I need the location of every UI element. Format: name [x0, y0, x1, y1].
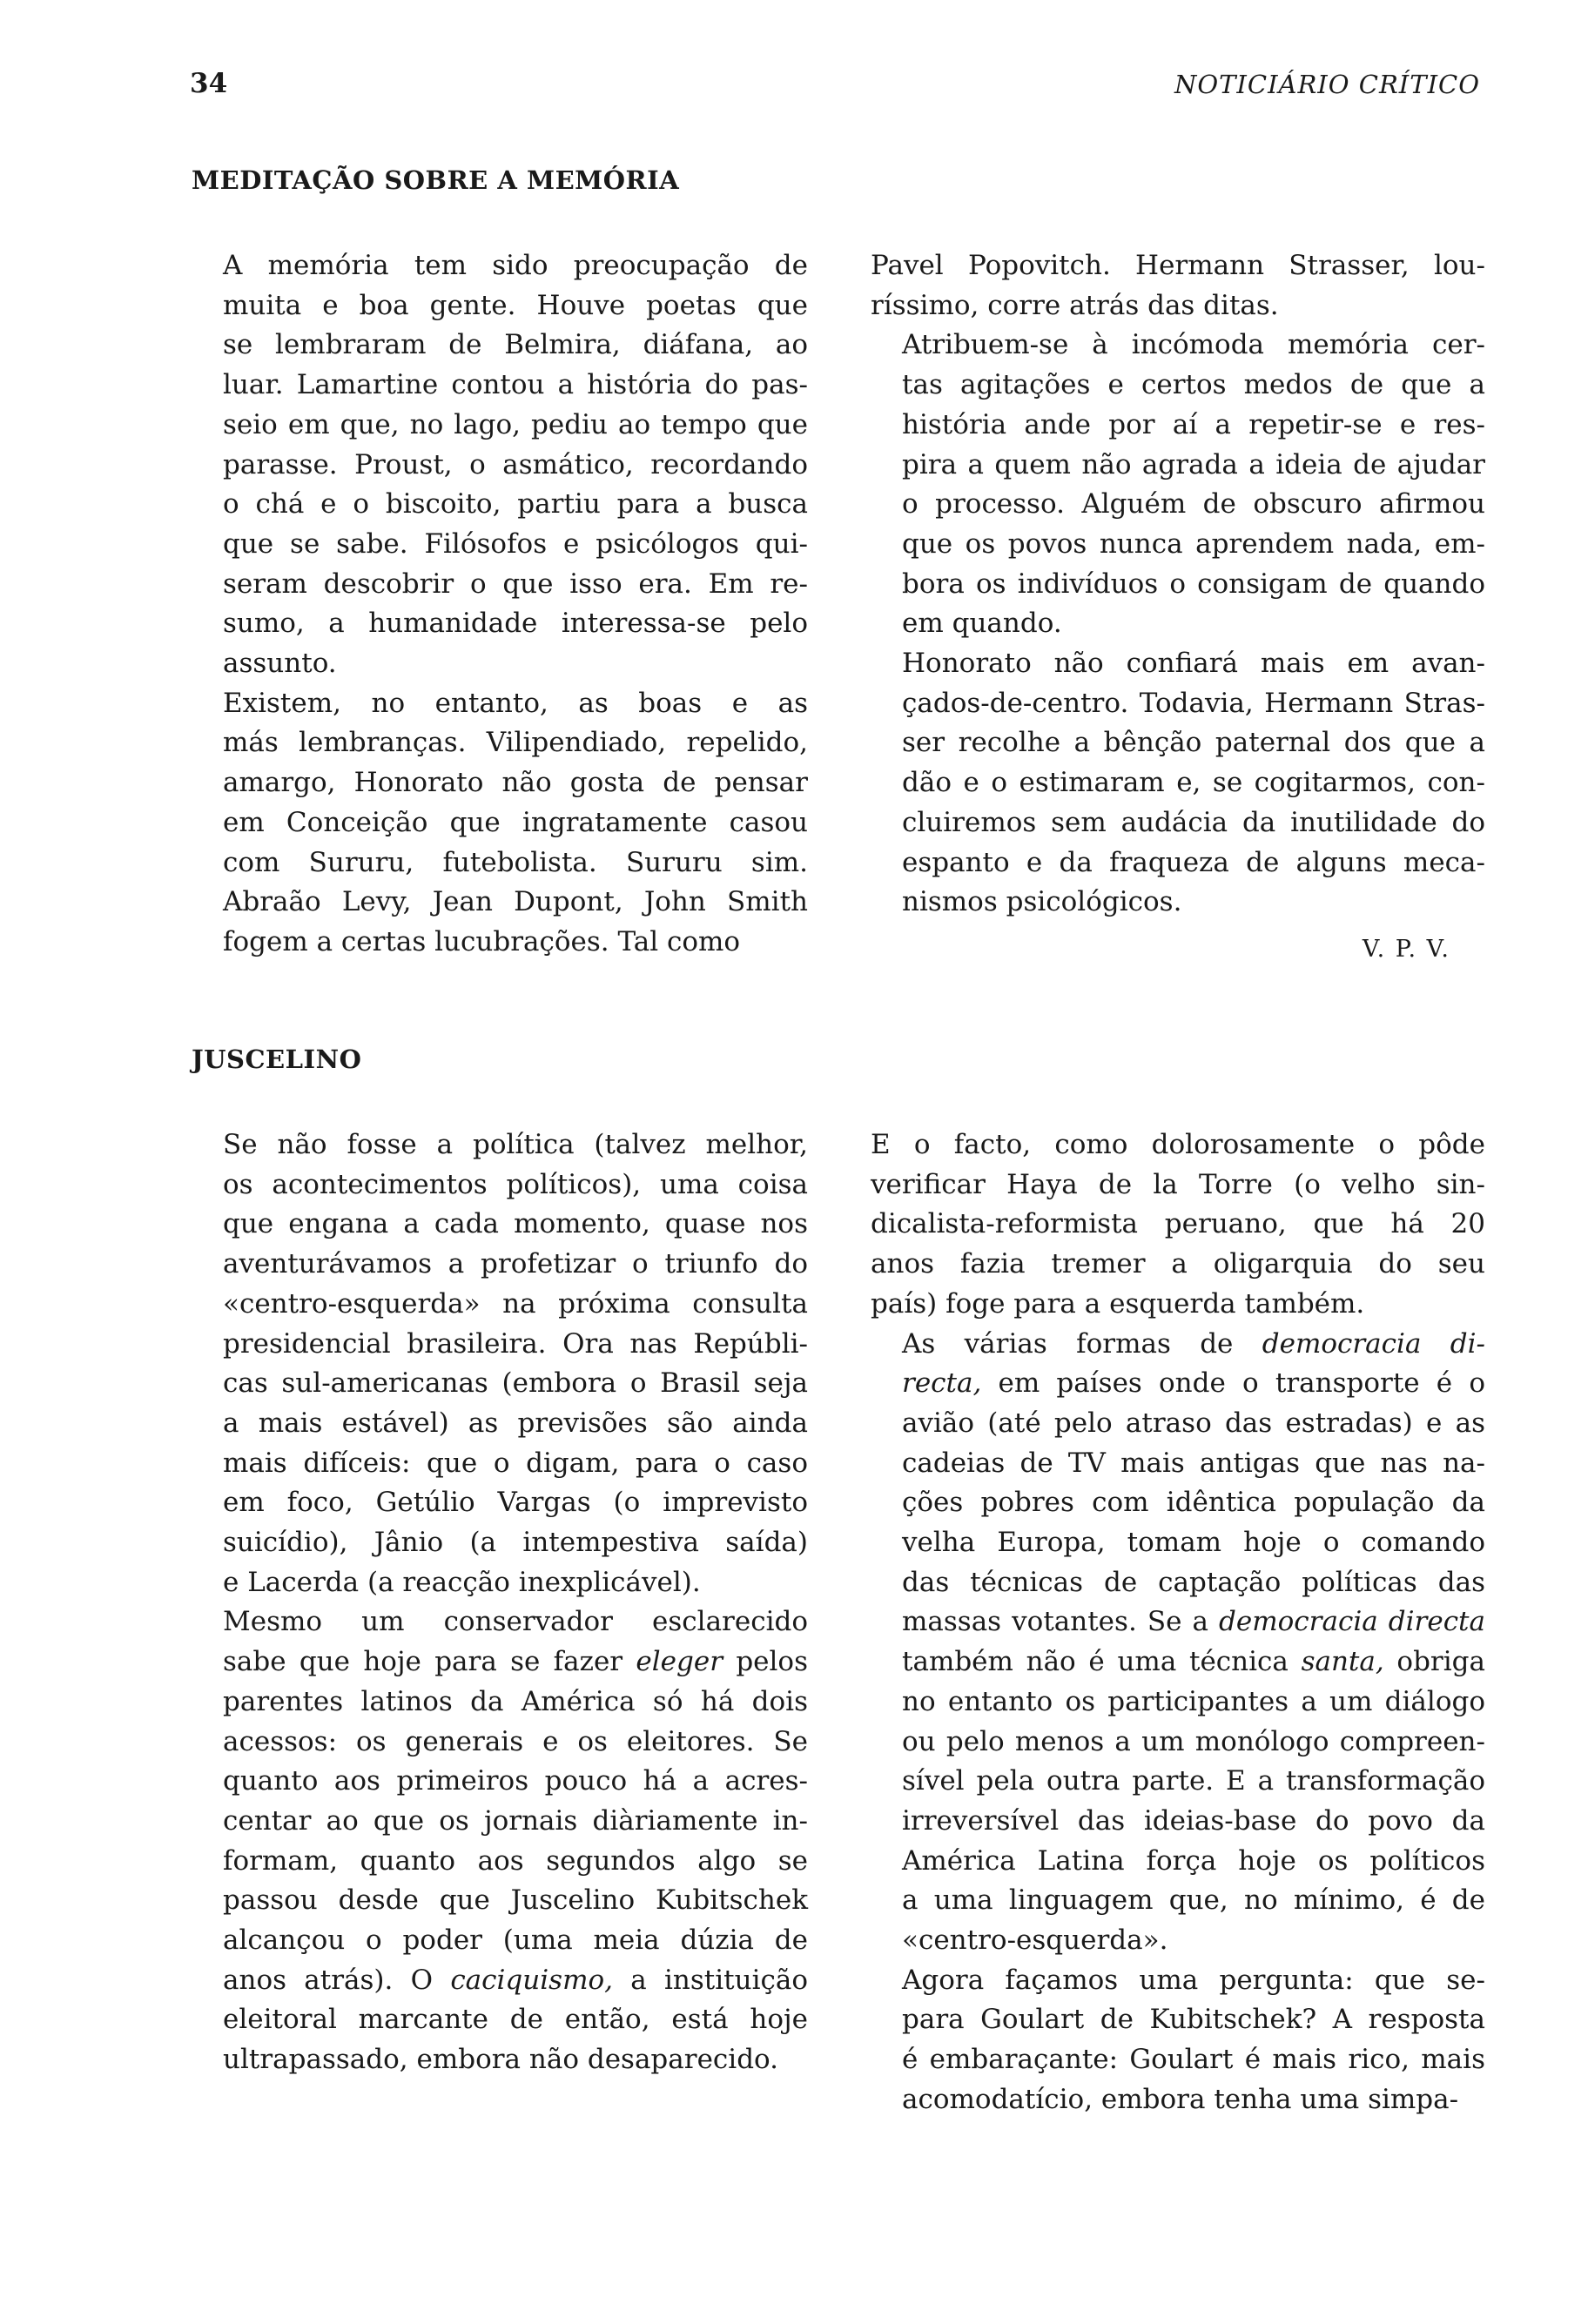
- text-line: América Latina força hoje os políticos: [902, 1844, 1485, 1877]
- paragraph: [871, 1961, 1485, 2120]
- text-line: ríssimo, corre atrás das ditas.: [871, 289, 1279, 321]
- text-line: aventurávamos a profetizar o triunfo do: [223, 1248, 808, 1280]
- text-line: «centro-esquerda».: [902, 1924, 1168, 1957]
- text-line: irreversível das ideias-base do povo da: [902, 1804, 1485, 1837]
- text-line: também não é uma técnica santa, obriga: [902, 1646, 1485, 1678]
- text-line: o chá e o biscoito, partiu para a busca: [223, 488, 808, 521]
- text-line: o processo. Alguém de obscuro afirmou: [902, 488, 1485, 521]
- text-line: centar ao que os jornais diàriamente in-: [223, 1804, 808, 1837]
- text-line: dicalista-reformista peruano, que há 20: [871, 1208, 1485, 1240]
- text-line: eleitoral marcante de então, está hoje: [223, 2004, 808, 2036]
- paragraph: [871, 326, 1485, 644]
- text-line: recta, em países onde o transporte é o: [902, 1367, 1485, 1400]
- article2-left-column: [192, 1125, 808, 2080]
- text-line: sumo, a humanidade interessa-se pelo: [223, 608, 808, 640]
- paragraph: [871, 1125, 1485, 1325]
- text-line: que se sabe. Filósofos e psicólogos qui-: [223, 527, 808, 560]
- text-line: presidencial brasileira. Ora nas Repúbli-: [223, 1327, 808, 1360]
- text-line: Pavel Popovitch. Hermann Strasser, lou-: [871, 250, 1485, 281]
- text-line: seio em que, no lago, pediu ao tempo que: [223, 408, 808, 440]
- text-line: Agora façamos uma pergunta: que se-: [902, 1964, 1485, 1996]
- text-line: ou pelo menos a um monólogo compreen-: [902, 1725, 1485, 1757]
- author-signature: V. P. V.: [1362, 935, 1450, 963]
- text-line: para Goulart de Kubitschek? A resposta: [902, 2004, 1485, 2036]
- paragraph: [871, 1325, 1485, 1961]
- text-line: avião (até pelo atraso das estradas) e as: [902, 1407, 1485, 1439]
- text-line: mais difíceis: que o digam, para o caso: [223, 1447, 808, 1479]
- text-line: em quando.: [902, 608, 1062, 640]
- text-line: E o facto, como dolorosamente o pôde: [871, 1129, 1485, 1160]
- text-line: luar. Lamartine contou a história do pas-: [223, 369, 808, 401]
- text-line: Honorato não confiará mais em avan-: [902, 648, 1485, 680]
- text-line: a uma linguagem que, no mínimo, é de: [902, 1884, 1485, 1917]
- text-line: çados-de-centro. Todavia, Hermann Stras-: [902, 687, 1485, 719]
- text-line: acomodatício, embora tenha uma simpa-: [902, 2083, 1459, 2115]
- paragraph: [192, 246, 808, 684]
- text-line: massas votantes. Se a democracia directa: [902, 1606, 1486, 1638]
- text-line: parasse. Proust, o asmático, recordando: [223, 448, 808, 480]
- text-line: sabe que hoje para se fazer eleger pelos: [223, 1646, 808, 1678]
- paragraph: [192, 684, 808, 963]
- article-title-juscelino: JUSCELINO: [192, 1044, 362, 1074]
- text-line: sível pela outra parte. E a transformação: [902, 1765, 1485, 1797]
- paragraph: [871, 644, 1485, 923]
- text-line: cas sul-americanas (embora o Brasil seja: [223, 1367, 808, 1400]
- text-line: que os povos nunca aprendem nada, em-: [902, 527, 1485, 560]
- text-line: história ande por aí a repetir-se e res-: [902, 408, 1485, 440]
- text-line: em foco, Getúlio Vargas (o imprevisto: [223, 1487, 808, 1519]
- text-line: Abraão Levy, Jean Dupont, John Smith: [223, 886, 808, 918]
- text-line: ultrapassado, embora não desaparecido.: [223, 2044, 779, 2076]
- text-line: As várias formas de democracia di-: [902, 1327, 1486, 1360]
- text-line: em Conceição que ingratamente casou: [223, 806, 808, 838]
- text-line: quanto aos primeiros pouco há a acres-: [223, 1765, 808, 1797]
- text-line: anos atrás). O caciquismo, a instituição: [223, 1964, 808, 1996]
- text-line: amargo, Honorato não gosta de pensar: [223, 767, 808, 799]
- paragraph: [871, 246, 1485, 326]
- text-line: formam, quanto aos segundos algo se: [223, 1844, 808, 1877]
- running-title: NOTICIÁRIO CRÍTICO: [1174, 70, 1480, 99]
- text-line: Se não fosse a política (talvez melhor,: [223, 1129, 808, 1160]
- text-line: a mais estável) as previsões são ainda: [223, 1407, 808, 1439]
- text-line: fogem a certas lucubrações. Tal como: [223, 925, 741, 957]
- text-line: que engana a cada momento, quase nos: [223, 1208, 808, 1240]
- text-line: dão e o estimaram e, se cogitarmos, con-: [902, 767, 1485, 799]
- text-line: os acontecimentos políticos), uma coisa: [223, 1168, 808, 1200]
- text-line: anos fazia tremer a oligarquia do seu: [871, 1248, 1485, 1280]
- text-line: más lembranças. Vilipendiado, repelido,: [223, 727, 808, 759]
- article1-right-column: [871, 246, 1485, 970]
- text-line: das técnicas de captação políticas das: [902, 1566, 1485, 1598]
- text-line: acessos: os generais e os eleitores. Se: [223, 1725, 808, 1757]
- text-line: e Lacerda (a reacção inexplicável).: [223, 1566, 701, 1598]
- text-line: parentes latinos da América só há dois: [223, 1685, 808, 1717]
- text-line: nismos psicológicos.: [902, 886, 1182, 918]
- text-line: cadeias de TV mais antigas que nas na-: [902, 1447, 1485, 1479]
- paragraph: [192, 1125, 808, 1602]
- text-line: A memória tem sido preocupação de: [223, 250, 808, 281]
- text-line: verificar Haya de la Torre (o velho sin-: [871, 1168, 1485, 1200]
- text-line: Existem, no entanto, as boas e as: [223, 687, 808, 719]
- text-line: bora os indivíduos o consigam de quando: [902, 568, 1485, 600]
- text-line: suicídio), Jânio (a intempestiva saída): [223, 1527, 808, 1559]
- text-line: espanto e da fraqueza de alguns meca-: [902, 846, 1485, 878]
- text-line: Mesmo um conservador esclarecido: [223, 1606, 808, 1638]
- text-line: muita e boa gente. Houve poetas que: [223, 289, 808, 321]
- text-line: é embaraçante: Goulart é mais rico, mais: [902, 2044, 1485, 2076]
- article-title-memoria: MEDITAÇÃO SOBRE A MEMÓRIA: [192, 165, 680, 195]
- text-line: ser recolhe a bênção paternal dos que a: [902, 727, 1485, 759]
- text-line: alcançou o poder (uma meia dúzia de: [223, 1924, 808, 1957]
- text-line: assunto.: [223, 648, 337, 680]
- page-number: 34: [190, 68, 228, 99]
- text-line: passou desde que Juscelino Kubitschek: [223, 1884, 808, 1917]
- text-line: se lembraram de Belmira, diáfana, ao: [223, 329, 808, 361]
- text-line: pira a quem não agrada a ideia de ajudar: [902, 448, 1485, 480]
- text-line: país) foge para a esquerda também.: [871, 1287, 1365, 1320]
- paragraph: [192, 1602, 808, 2079]
- text-line: no entanto os participantes a um diálogo: [902, 1685, 1485, 1717]
- text-line: cluiremos sem audácia da inutilidade do: [902, 806, 1485, 838]
- text-line: ções pobres com idêntica população da: [902, 1487, 1485, 1519]
- text-line: «centro-esquerda» na próxima consulta: [223, 1287, 808, 1320]
- text-line: velha Europa, tomam hoje o comando: [902, 1527, 1485, 1559]
- text-line: tas agitações e certos medos de que a: [902, 369, 1485, 401]
- article2-right-column: [871, 1125, 1485, 2120]
- article1-left-column: [192, 246, 808, 963]
- text-line: Atribuem-se à incómoda memória cer-: [902, 329, 1485, 361]
- text-line: seram descobrir o que isso era. Em re-: [223, 568, 808, 600]
- text-line: com Sururu, futebolista. Sururu sim.: [223, 846, 808, 878]
